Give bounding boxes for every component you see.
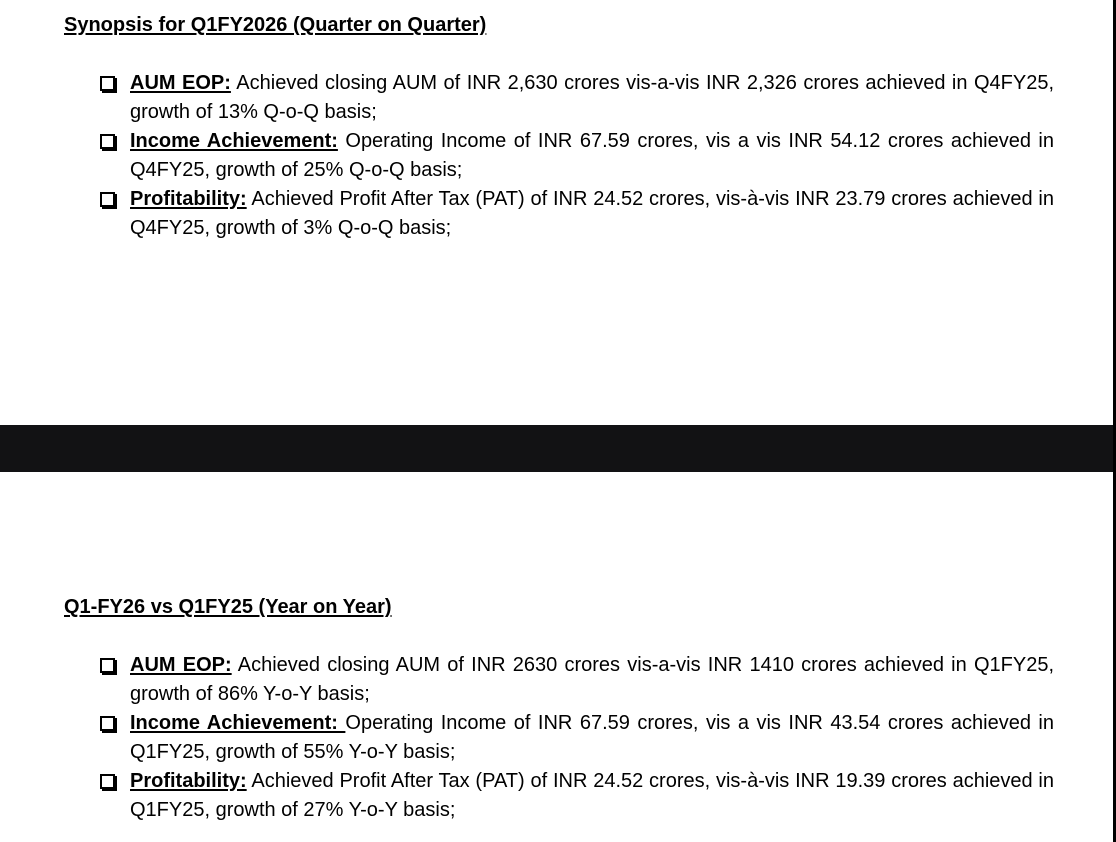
item-label: Income Achievement: xyxy=(130,712,346,734)
item-text: Achieved closing AUM of INR 2,630 crores vis-a-vis INR 2,326 crores achieved in Q4FY25, growth of 13% Q-o-Q basis; xyxy=(130,72,1055,123)
section-quarter-on-quarter xyxy=(64,12,1055,239)
item-label: Profitability: xyxy=(130,188,247,210)
checkbox-bullet-icon xyxy=(100,192,115,207)
item-label: AUM EOP: xyxy=(130,72,231,94)
section-heading: Synopsis for Q1FY2026 (Quarter on Quarter) xyxy=(64,14,487,36)
bullet-list xyxy=(64,651,1054,825)
checkbox-bullet-icon xyxy=(100,134,115,149)
bullet-list xyxy=(64,69,1054,243)
section-heading: Q1-FY26 vs Q1FY25 (Year on Year) xyxy=(64,596,392,618)
list-item xyxy=(64,69,1054,127)
item-label: Income Achievement: xyxy=(130,130,338,152)
checkbox-bullet-icon xyxy=(100,716,115,731)
item-label: AUM EOP: xyxy=(130,654,232,676)
page-divider xyxy=(0,425,1116,472)
list-item xyxy=(64,185,1054,243)
item-text: Achieved Profit After Tax (PAT) of INR 24.52 crores, vis-à-vis INR 19.39 crores achieved in Q1FY25, growth of 27% Y-o-Y basis; xyxy=(130,770,1054,821)
checkbox-bullet-icon xyxy=(100,658,115,673)
item-text: Operating Income of INR 67.59 crores, vis a vis INR 54.12 crores achieved in Q4FY25, growth of 25% Q-o-Q basis; xyxy=(130,130,1054,181)
list-item xyxy=(64,767,1054,825)
section-year-on-year xyxy=(64,594,1054,821)
checkbox-bullet-icon xyxy=(100,774,115,789)
list-item xyxy=(64,127,1054,185)
item-label: Profitability: xyxy=(130,770,247,792)
list-item xyxy=(64,709,1054,767)
item-text: Achieved closing AUM of INR 2630 crores vis-a-vis INR 1410 crores achieved in Q1FY25, growth of 86% Y-o-Y basis; xyxy=(130,654,1054,705)
checkbox-bullet-icon xyxy=(100,76,115,91)
list-item xyxy=(64,651,1054,709)
item-text: Operating Income of INR 67.59 crores, vis a vis INR 43.54 crores achieved in Q1FY25, growth of 55% Y-o-Y basis; xyxy=(130,712,1054,763)
item-text: Achieved Profit After Tax (PAT) of INR 24.52 crores, vis-à-vis INR 23.79 crores achieved in Q4FY25, growth of 3% Q-o-Q basis; xyxy=(130,188,1054,239)
